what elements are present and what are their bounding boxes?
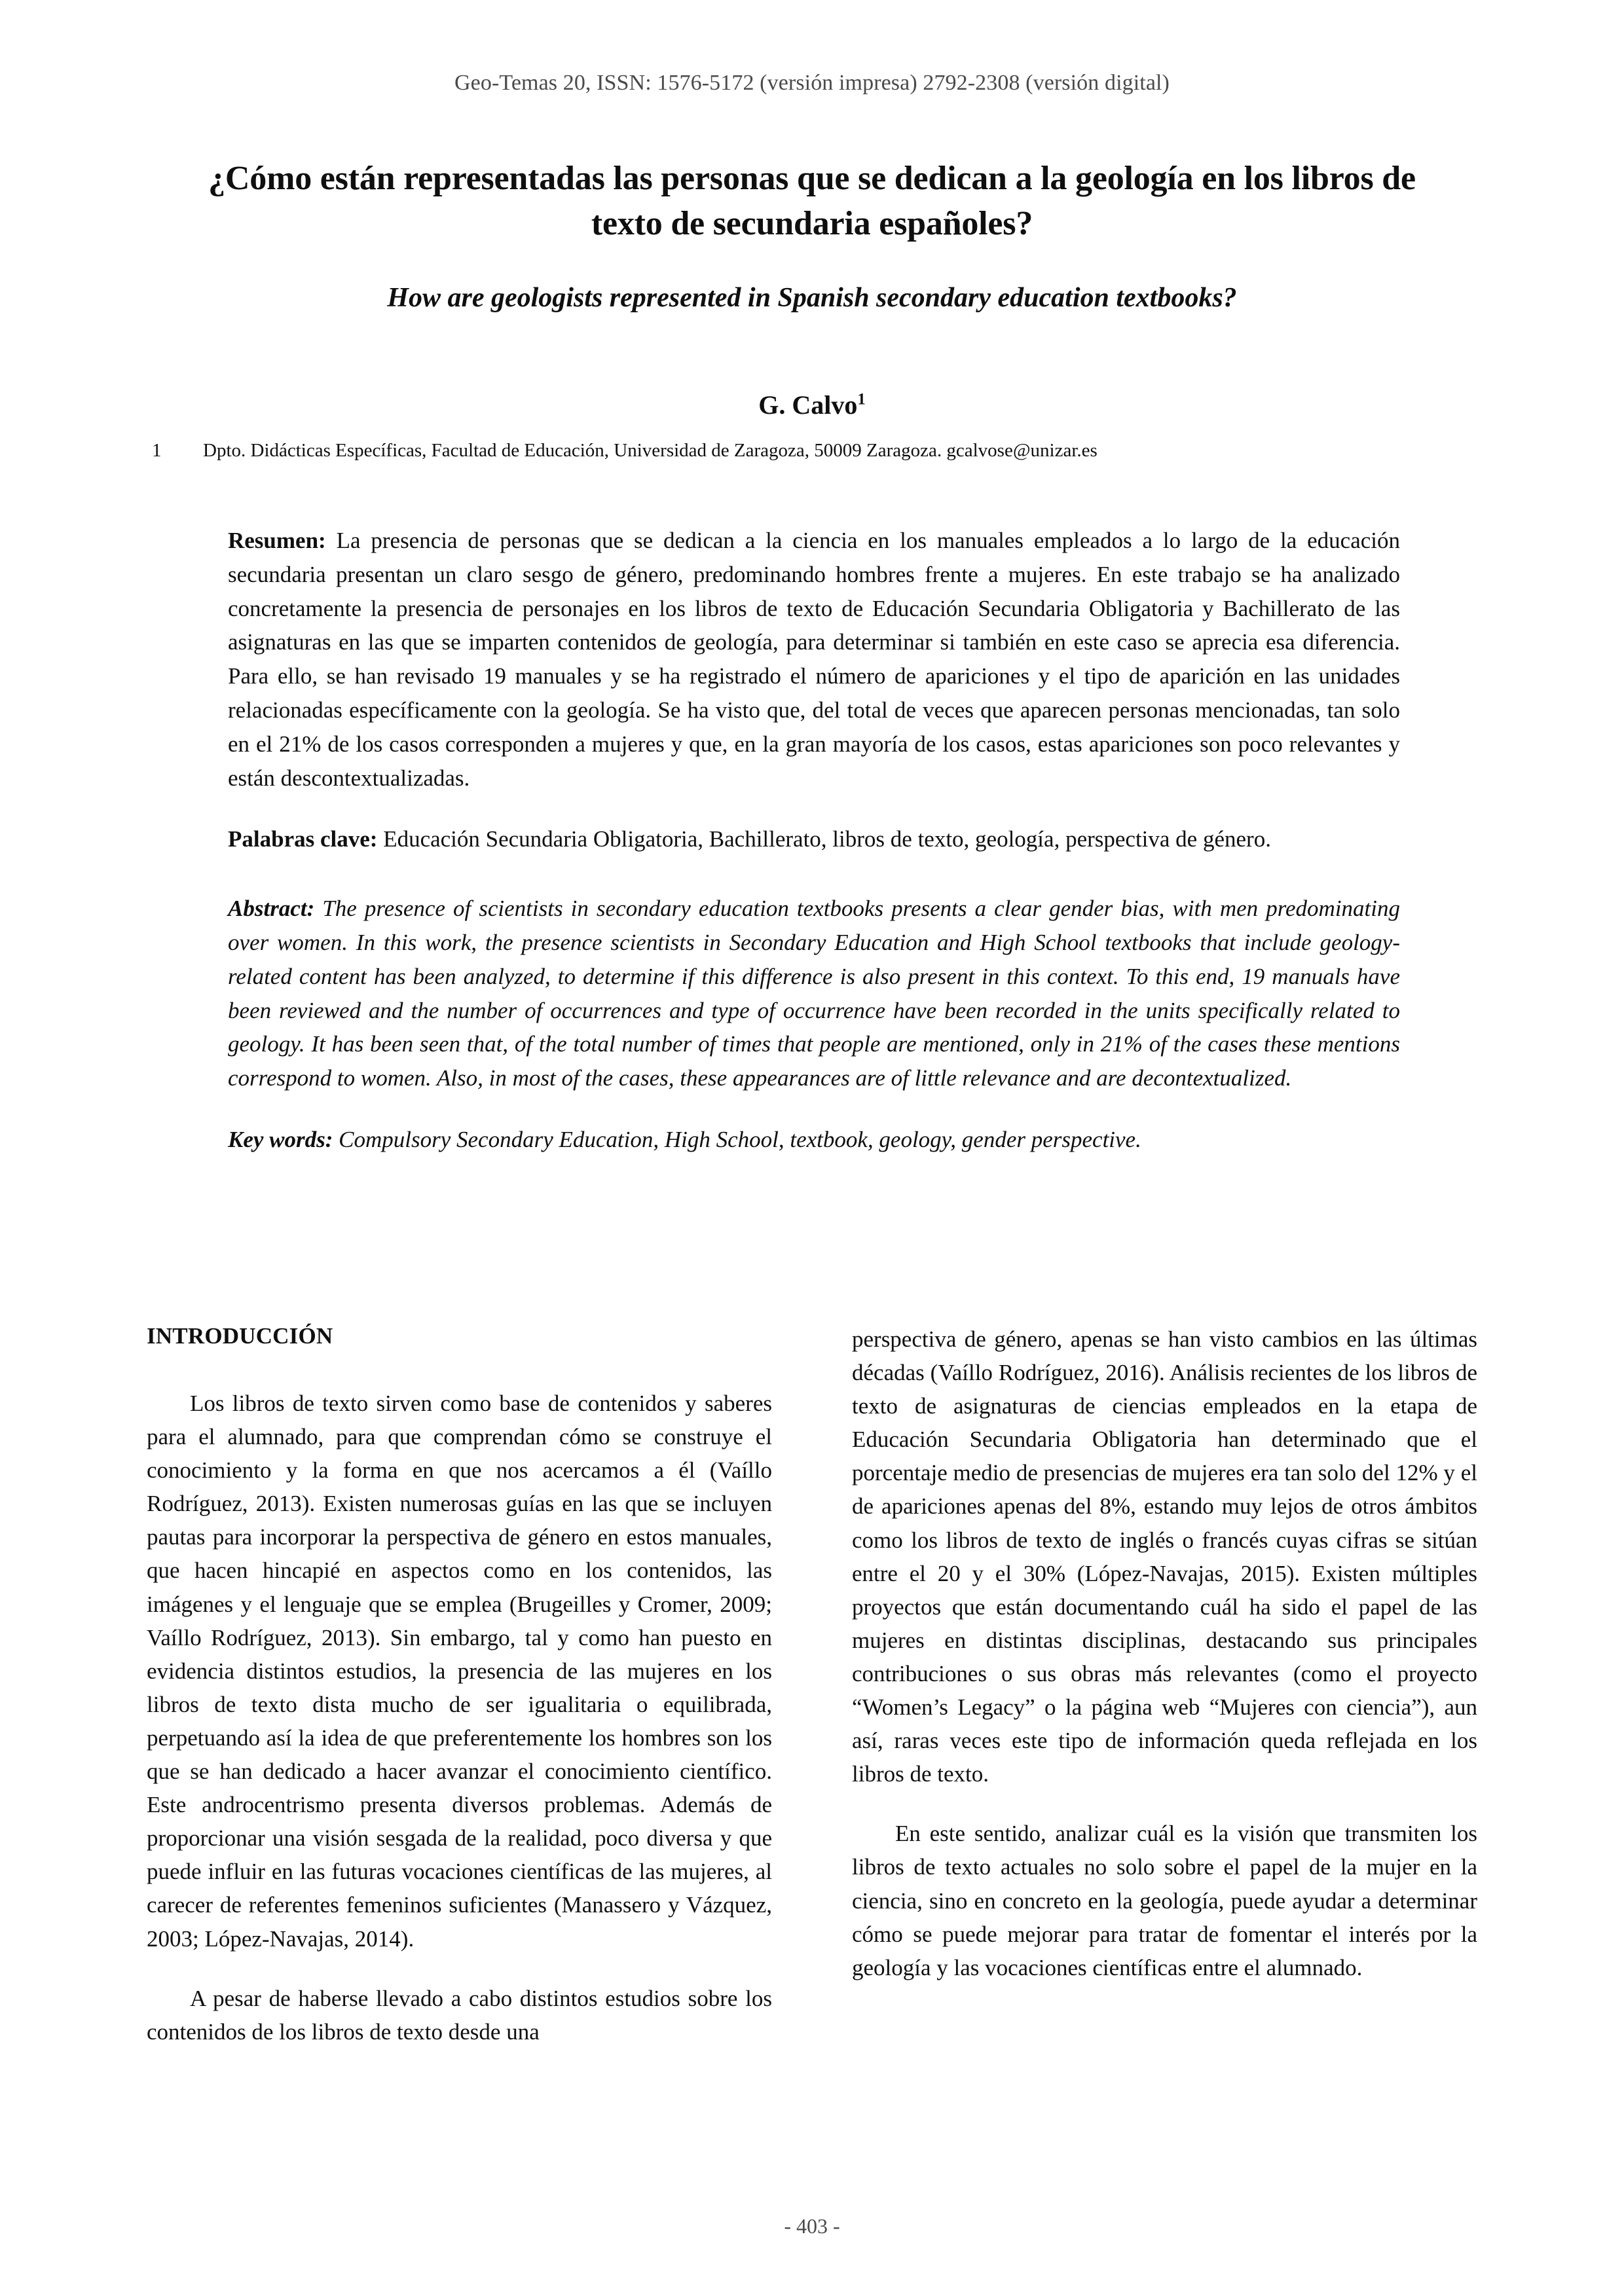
- article-subtitle-english: How are geologists represented in Spanish secondary education textbooks?: [387, 283, 1237, 314]
- column-right: [852, 1322, 1477, 2141]
- abstract-spanish-text: La presencia de personas que se dedican a la ciencia en los manuales empleados a lo largo de la educación secundaria presentan un claro sesgo de género, predominando hombres frente a mujeres. En este trabajo se ha analizado concretamente la presencia de personajes en los libros de texto de Educación Secundaria Obligatoria y Bachillerato de las asignaturas en las que se imparten contenidos de geología, para determinar si también en este caso se aprecia esa diferencia. Para ello, se han revisado 19 manuales y se ha registrado el número de apariciones y el tipo de aparición en las unidades relacionadas específicamente con la geología. Se ha visto que, del total de veces que aparecen personas mencionadas, tan solo en el 21% de los casos corresponden a mujeres y que, en la gran mayoría de los casos, estas apariciones son poco relevantes y están descontextualizadas.: [228, 528, 1400, 791]
- affiliation-text: Dpto. Didácticas Específicas, Facultad de Educación, Universidad de Zaragoza, 50009 Zaragoza. gcalvose@unizar.es: [203, 440, 1098, 461]
- keywords-english-label: Key words:: [228, 1126, 333, 1152]
- paragraph: perspectiva de género, apenas se han visto cambios en las últimas décadas (Vaíllo Rodríguez, 2016). Análisis recientes de los libros de texto de asignaturas de ciencias empleados en la etapa de Educación Secundaria Obligatoria han determinado que el porcentaje medio de presencias de mujeres era tan solo del 12% y el de apariciones apenas del 8%, estando muy lejos de otros ámbitos como los libros de texto de inglés o francés cuyas cifras se sitúan entre el 20 y el 30% (López-Navajas, 2015). Existen múltiples proyectos que están documentando cuál ha sido el papel de las mujeres en distintas disciplinas, destacando sus principales contribuciones o sus obras más relevantes (como el proyecto “Women’s Legacy” o la página web “Mujeres con ciencia”), aun así, raras veces este tipo de información queda reflejada en los libros de texto.: [852, 1326, 1477, 1787]
- affiliation-note: [152, 437, 1475, 464]
- paragraph: Los libros de texto sirven como base de contenidos y saberes para el alumnado, para que comprendan cómo se construye el conocimiento y la forma en que nos acercamos a él (Vaíllo Rodríguez, 2013). Existen numerosas guías en las que se incluyen pautas para incorporar la perspectiva de género en estos manuales, que hacen hincapié en aspectos como en los contenidos, las imágenes y el lenguaje que se emplea (Brugeilles y Cromer, 2009; Vaíllo Rodríguez, 2013). Sin embargo, tal y como han puesto en evidencia distintos estudios, la presencia de las mujeres en los libros de texto dista mucho de ser igualitaria o equilibrada, perpetuando así la idea de que preferentemente los hombres son los que se han dedicado a hacer avanzar el conocimiento científico. Este androcentrismo presenta diversos problemas. Además de proporcionar una visión sesgada de la realidad, poco diversa y que puede influir en las futuras vocaciones científicas de las mujeres, al carecer de referentes femeninos suficientes (Manassero y Vázquez, 2003; López-Navajas, 2014).: [147, 1391, 772, 1952]
- keywords-spanish-text: Educación Secundaria Obligatoria, Bachillerato, libros de texto, geología, perspectiva de género.: [377, 826, 1271, 852]
- page-number: - 403 -: [784, 2214, 840, 2238]
- abstract-spanish: [228, 524, 1400, 795]
- page-title: ¿Cómo están representadas las personas que se dedican a la geología en los libros de texto de secundaria españoles?: [208, 160, 1416, 243]
- abstract-area: [228, 524, 1400, 1157]
- column-left: [147, 1322, 772, 2141]
- author-name: G. Calvo: [758, 390, 858, 420]
- keywords-spanish: [228, 822, 1400, 856]
- paragraph: A pesar de haberse llevado a cabo distintos estudios sobre los contenidos de los libros de texto desde una: [147, 1985, 772, 2045]
- abstract-spanish-label: Resumen:: [228, 528, 326, 553]
- keywords-english: [228, 1123, 1400, 1157]
- affiliation-marker: 1: [152, 440, 162, 461]
- title-block: [196, 156, 1428, 420]
- paragraph: En este sentido, analizar cuál es la visión que transmiten los libros de texto actuales no solo sobre el papel de la mujer en la ciencia, sino en concreto en la geología, puede ayudar a determinar cómo se puede mejorar para tratar de fomentar el interés por la geología y las vocaciones científicas entre el alumnado.: [852, 1821, 1477, 1980]
- abstract-english-text: The presence of scientists in secondary education textbooks presents a clear gender bias, with men predominating over women. In this work, the presence scientists in Secondary Education and High School textbooks that include geology-related content has been analyzed, to determine if this difference is also present in this context. To this end, 19 manuals have been reviewed and the number of occurrences and type of occurrence have been recorded in the units specifically related to geology. It has been seen that, of the total number of times that people are mentioned, only in 21% of the cases these mentions correspond to women. Also, in most of the cases, these appearances are of little relevance and are decontextualized.: [228, 896, 1400, 1091]
- abstract-divider-space: [228, 856, 1400, 892]
- author-affiliation-marker: 1: [857, 390, 866, 409]
- abstract-english: [228, 892, 1400, 1095]
- author-line: [196, 316, 1428, 420]
- running-head: Geo-Temas 20, ISSN: 1576-5172 (versión impresa) 2792-2308 (versión digital): [454, 71, 1170, 95]
- keywords-english-text: Compulsory Secondary Education, High School, textbook, geology, gender perspective.: [333, 1126, 1141, 1152]
- abstract-english-label: Abstract:: [228, 896, 315, 922]
- body-columns: [147, 1322, 1477, 2141]
- keywords-spanish-label: Palabras clave:: [228, 826, 378, 852]
- section-heading-introduccion: INTRODUCCIÓN: [147, 1323, 333, 1349]
